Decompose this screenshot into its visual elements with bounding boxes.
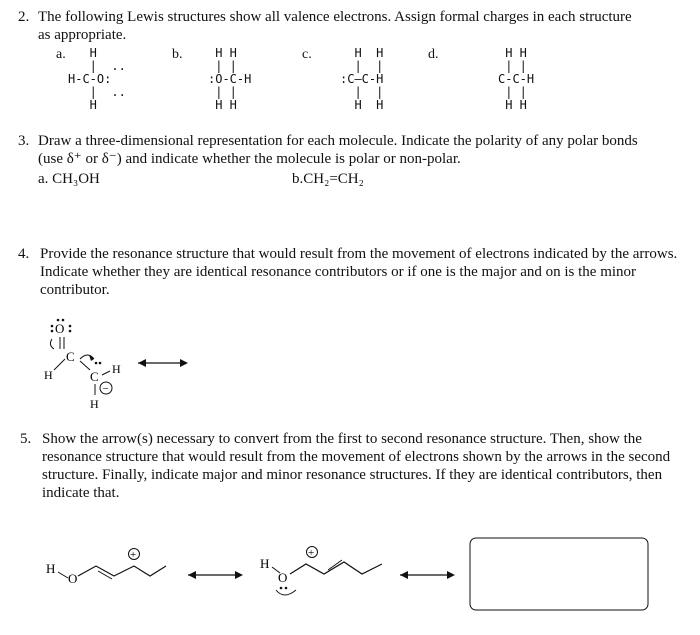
q4-oxygen-atom: O: [55, 321, 65, 336]
q2-label-b: b.: [172, 47, 183, 62]
q2-label-c: c.: [302, 47, 312, 62]
q2-label-a: a.: [56, 47, 66, 62]
q4-resonance-structure: [30, 315, 200, 415]
q5-hydrogen-2: H: [260, 556, 270, 571]
q4-prompt: Provide the resonance structure that would result from the movement of electrons indicated by the arrows. Indicate whether they are identical resonance contributors or if one is the major and on is the minor contributor.: [40, 246, 678, 298]
q4-carbon-1: C: [66, 349, 75, 364]
q5-prompt: Show the arrow(s) necessary to convert from the first to second resonance structure. Then, show the resonance structure that would result from the movement of electrons shown by the arrows in the second structure. Finally, indicate major and minor resonance structures. If they are identical contributors, then indicate that.: [42, 431, 671, 501]
q5-oxygen-2: O: [278, 570, 288, 585]
q3-part-a: a. CH₃OH: [38, 171, 100, 187]
q2-number: 2.: [18, 9, 30, 25]
chain-structure-1: [78, 566, 166, 576]
q5-resonance-diagram: [40, 530, 680, 620]
q2-prompt: The following Lewis structures show all valence electrons. Assign formal charges in each structure as appropriate.: [38, 9, 632, 43]
q3-number: 3.: [18, 133, 30, 149]
bond-h-c1: [54, 359, 65, 370]
q5-plus-2: +: [308, 547, 315, 559]
q5-oxygen-1: O: [68, 571, 78, 586]
q4-hydrogen-right: H: [112, 362, 121, 376]
lewis-structure-b: H H | | :O-C-H | | H H: [208, 46, 252, 112]
q4-hydrogen-bottom: H: [90, 397, 99, 411]
q2-label-d: d.: [428, 47, 439, 62]
q3-prompt: Draw a three-dimensional representation for each molecule. Indicate the polarity of any polar bonds (use δ⁺ or δ⁻) and indicate whether the molecule is polar or non-polar.: [38, 133, 638, 167]
bond-c2-h: [102, 371, 110, 375]
negative-charge-symbol: −: [102, 383, 109, 395]
q3-part-b: b.CH₂=CH₂: [292, 171, 364, 187]
q4-carbon-2: C: [90, 369, 99, 384]
curved-arrow-1: [50, 339, 54, 349]
q5-plus-1: +: [130, 549, 137, 561]
bond-c1-c2: [80, 361, 90, 370]
q4-number: 4.: [18, 246, 30, 262]
q4-hydrogen-left: H: [44, 368, 53, 382]
q5-number: 5.: [20, 431, 32, 447]
lewis-structure-d: H H | | C-C-H | | H H: [498, 46, 535, 112]
lewis-structure-c: H H | | :C—C-H | | H H: [340, 46, 384, 112]
answer-box[interactable]: [470, 538, 648, 610]
lewis-structure-a: H | .. H-C-O: | .. H: [68, 46, 126, 112]
q5-hydrogen-1: H: [46, 561, 56, 576]
